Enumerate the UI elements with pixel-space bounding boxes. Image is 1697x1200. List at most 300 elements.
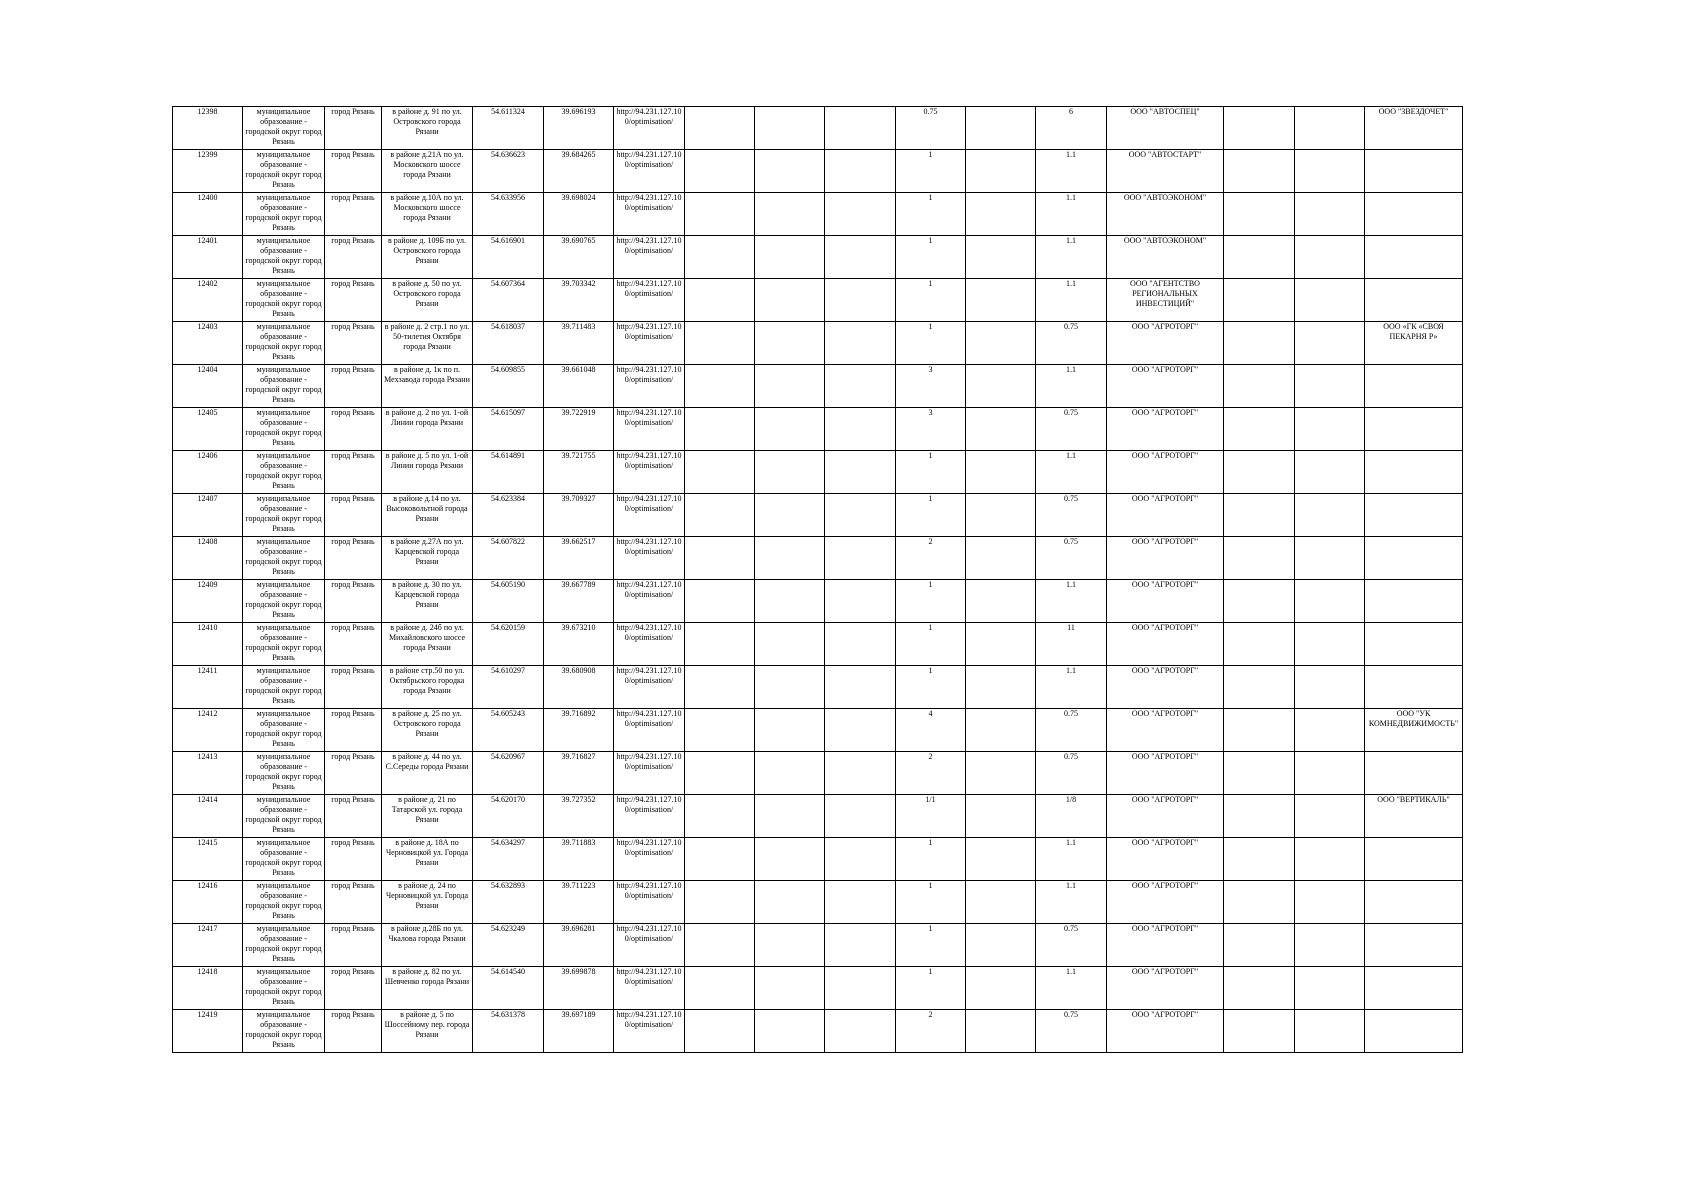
cell-city: город Рязань — [325, 150, 382, 193]
table-row — [173, 322, 1463, 365]
cell-empty — [1295, 580, 1365, 623]
cell-served-organization — [1365, 623, 1463, 666]
cell-url: http://94.231.127.10 0/optimisation/ — [614, 451, 685, 494]
table-row — [173, 666, 1463, 709]
cell-empty — [1295, 623, 1365, 666]
cell-address: в районе д. 109Б по ул. Островского города Рязани — [382, 236, 473, 279]
cell-empty — [755, 236, 825, 279]
cell-empty — [1295, 1010, 1365, 1053]
cell-empty — [685, 1010, 755, 1053]
cell-owner: ООО "АВТОЭКОНОМ" — [1107, 236, 1224, 279]
cell-container-volume: 0.75 — [1036, 494, 1107, 537]
table-row — [173, 881, 1463, 924]
table-row — [173, 623, 1463, 666]
cell-longitude: 39.696193 — [544, 107, 614, 150]
cell-empty — [685, 580, 755, 623]
cell-container-volume: 1.1 — [1036, 193, 1107, 236]
cell-container-count: 0.75 — [896, 107, 966, 150]
cell-id: 12412 — [173, 709, 243, 752]
cell-empty — [755, 623, 825, 666]
cell-address: в районе д.21А по ул. Московского шоссе города Рязани — [382, 150, 473, 193]
cell-empty — [825, 709, 896, 752]
cell-served-organization — [1365, 279, 1463, 322]
cell-municipality: муниципальное образование - городской округ город Рязань — [243, 1010, 325, 1053]
cell-empty — [1295, 881, 1365, 924]
cell-served-organization — [1365, 881, 1463, 924]
cell-empty — [966, 236, 1036, 279]
cell-container-count: 1 — [896, 881, 966, 924]
cell-latitude: 54.614891 — [473, 451, 544, 494]
table-row — [173, 408, 1463, 451]
cell-empty — [825, 881, 896, 924]
cell-served-organization — [1365, 408, 1463, 451]
cell-longitude: 39.716892 — [544, 709, 614, 752]
cell-address: в районе д. 24б по ул. Михайловского шоссе города Рязани — [382, 623, 473, 666]
cell-longitude: 39.727352 — [544, 795, 614, 838]
cell-address: в районе д. 18А по Черновицкой ул. Города Рязани — [382, 838, 473, 881]
cell-latitude: 54.623384 — [473, 494, 544, 537]
cell-container-count: 3 — [896, 365, 966, 408]
cell-container-volume: 11 — [1036, 623, 1107, 666]
cell-id: 12402 — [173, 279, 243, 322]
cell-city: город Рязань — [325, 537, 382, 580]
cell-empty — [685, 537, 755, 580]
cell-empty — [825, 451, 896, 494]
cell-container-volume: 1/8 — [1036, 795, 1107, 838]
cell-container-volume: 0.75 — [1036, 709, 1107, 752]
cell-empty — [966, 838, 1036, 881]
cell-longitude: 39.703342 — [544, 279, 614, 322]
cell-municipality: муниципальное образование - городской округ город Рязань — [243, 666, 325, 709]
cell-owner: ООО "АГРОТОРГ" — [1107, 967, 1224, 1010]
cell-served-organization: ООО "ВЕРТИКАЛЬ" — [1365, 795, 1463, 838]
cell-container-volume: 1.1 — [1036, 236, 1107, 279]
cell-empty — [1224, 838, 1295, 881]
table-row — [173, 150, 1463, 193]
cell-owner: ООО "АГРОТОРГ" — [1107, 494, 1224, 537]
cell-served-organization: ООО "ЗВЕЗДОЧЕТ" — [1365, 107, 1463, 150]
table-body — [173, 107, 1463, 1053]
cell-city: город Рязань — [325, 795, 382, 838]
cell-empty — [1224, 537, 1295, 580]
cell-id: 12407 — [173, 494, 243, 537]
cell-address: в районе д.27А по ул. Карцевской города Рязани — [382, 537, 473, 580]
cell-longitude: 39.662517 — [544, 537, 614, 580]
cell-served-organization — [1365, 150, 1463, 193]
cell-empty — [966, 365, 1036, 408]
cell-empty — [825, 795, 896, 838]
cell-url: http://94.231.127.10 0/optimisation/ — [614, 666, 685, 709]
cell-latitude: 54.616901 — [473, 236, 544, 279]
cell-empty — [1295, 537, 1365, 580]
cell-container-count: 1 — [896, 623, 966, 666]
cell-owner: ООО "АГРОТОРГ" — [1107, 924, 1224, 967]
cell-longitude: 39.716827 — [544, 752, 614, 795]
cell-url: http://94.231.127.10 0/optimisation/ — [614, 193, 685, 236]
cell-container-count: 2 — [896, 537, 966, 580]
cell-owner: ООО "АГРОТОРГ" — [1107, 795, 1224, 838]
cell-longitude: 39.673210 — [544, 623, 614, 666]
cell-city: город Рязань — [325, 752, 382, 795]
cell-empty — [825, 666, 896, 709]
cell-empty — [1224, 322, 1295, 365]
cell-empty — [1295, 279, 1365, 322]
cell-id: 12405 — [173, 408, 243, 451]
cell-address: в районе д.10А по ул. Московского шоссе города Рязани — [382, 193, 473, 236]
cell-city: город Рязань — [325, 451, 382, 494]
cell-container-count: 4 — [896, 709, 966, 752]
cell-city: город Рязань — [325, 107, 382, 150]
cell-empty — [825, 408, 896, 451]
cell-address: в районе д. 2 стр.1 по ул. 50-тилетия Октября города Рязани — [382, 322, 473, 365]
cell-container-count: 1 — [896, 322, 966, 365]
cell-container-volume: 0.75 — [1036, 408, 1107, 451]
cell-url: http://94.231.127.10 0/optimisation/ — [614, 408, 685, 451]
cell-url: http://94.231.127.10 0/optimisation/ — [614, 537, 685, 580]
cell-empty — [1295, 236, 1365, 279]
cell-address: в районе д. 21 по Татарской ул. города Рязани — [382, 795, 473, 838]
cell-container-count: 1/1 — [896, 795, 966, 838]
cell-owner: ООО "АГРОТОРГ" — [1107, 1010, 1224, 1053]
cell-empty — [966, 494, 1036, 537]
cell-address: в районе д. 44 по ул. С.Середы города Рязани — [382, 752, 473, 795]
cell-address: в районе стр.50 по ул. Октябрьского городка города Рязани — [382, 666, 473, 709]
cell-container-count: 1 — [896, 494, 966, 537]
cell-empty — [1224, 666, 1295, 709]
cell-empty — [755, 451, 825, 494]
table-row — [173, 580, 1463, 623]
cell-empty — [966, 1010, 1036, 1053]
cell-empty — [825, 580, 896, 623]
cell-longitude: 39.661048 — [544, 365, 614, 408]
cell-url: http://94.231.127.10 0/optimisation/ — [614, 494, 685, 537]
cell-url: http://94.231.127.10 0/optimisation/ — [614, 322, 685, 365]
cell-municipality: муниципальное образование - городской округ город Рязань — [243, 451, 325, 494]
cell-municipality: муниципальное образование - городской округ город Рязань — [243, 580, 325, 623]
cell-empty — [1224, 408, 1295, 451]
cell-latitude: 54.620170 — [473, 795, 544, 838]
cell-container-volume: 1.1 — [1036, 580, 1107, 623]
cell-empty — [685, 838, 755, 881]
table-row — [173, 107, 1463, 150]
cell-owner: ООО "АГРОТОРГ" — [1107, 451, 1224, 494]
cell-empty — [825, 752, 896, 795]
cell-address: в районе д.28Б по ул. Чкалова города Рязани — [382, 924, 473, 967]
cell-empty — [825, 924, 896, 967]
cell-city: город Рязань — [325, 881, 382, 924]
cell-longitude: 39.667789 — [544, 580, 614, 623]
cell-empty — [825, 1010, 896, 1053]
cell-empty — [755, 752, 825, 795]
cell-served-organization — [1365, 537, 1463, 580]
cell-longitude: 39.711883 — [544, 838, 614, 881]
cell-owner: ООО "АГРОТОРГ" — [1107, 365, 1224, 408]
cell-latitude: 54.618037 — [473, 322, 544, 365]
cell-id: 12404 — [173, 365, 243, 408]
cell-empty — [825, 107, 896, 150]
cell-empty — [966, 150, 1036, 193]
cell-owner: ООО "АГРОТОРГ" — [1107, 881, 1224, 924]
cell-container-volume: 1.1 — [1036, 666, 1107, 709]
cell-container-count: 1 — [896, 924, 966, 967]
cell-city: город Рязань — [325, 709, 382, 752]
cell-served-organization — [1365, 967, 1463, 1010]
cell-empty — [966, 537, 1036, 580]
cell-empty — [1224, 1010, 1295, 1053]
cell-empty — [1295, 193, 1365, 236]
cell-city: город Рязань — [325, 924, 382, 967]
cell-served-organization — [1365, 494, 1463, 537]
cell-empty — [1224, 967, 1295, 1010]
table-row — [173, 451, 1463, 494]
cell-empty — [685, 107, 755, 150]
cell-empty — [685, 193, 755, 236]
cell-city: город Рязань — [325, 666, 382, 709]
cell-empty — [1295, 967, 1365, 1010]
cell-city: город Рязань — [325, 967, 382, 1010]
registry-table — [172, 106, 1463, 1053]
cell-empty — [1224, 580, 1295, 623]
cell-container-volume: 0.75 — [1036, 322, 1107, 365]
cell-empty — [685, 666, 755, 709]
cell-owner: ООО "АГРОТОРГ" — [1107, 838, 1224, 881]
cell-served-organization — [1365, 365, 1463, 408]
cell-latitude: 54.623249 — [473, 924, 544, 967]
cell-empty — [825, 967, 896, 1010]
cell-latitude: 54.610297 — [473, 666, 544, 709]
cell-empty — [685, 795, 755, 838]
cell-empty — [966, 709, 1036, 752]
cell-served-organization — [1365, 666, 1463, 709]
cell-latitude: 54.605243 — [473, 709, 544, 752]
cell-empty — [755, 666, 825, 709]
cell-city: город Рязань — [325, 494, 382, 537]
cell-url: http://94.231.127.10 0/optimisation/ — [614, 709, 685, 752]
cell-address: в районе д. 82 по ул. Шевченко города Рязани — [382, 967, 473, 1010]
cell-url: http://94.231.127.10 0/optimisation/ — [614, 236, 685, 279]
cell-empty — [755, 193, 825, 236]
cell-empty — [685, 709, 755, 752]
cell-id: 12418 — [173, 967, 243, 1010]
cell-latitude: 54.632893 — [473, 881, 544, 924]
cell-container-count: 1 — [896, 967, 966, 1010]
cell-empty — [825, 838, 896, 881]
cell-empty — [966, 580, 1036, 623]
cell-empty — [825, 537, 896, 580]
cell-empty — [825, 236, 896, 279]
cell-city: город Рязань — [325, 408, 382, 451]
cell-empty — [755, 322, 825, 365]
cell-container-volume: 0.75 — [1036, 537, 1107, 580]
cell-container-count: 3 — [896, 408, 966, 451]
cell-empty — [966, 881, 1036, 924]
cell-id: 12409 — [173, 580, 243, 623]
cell-municipality: муниципальное образование - городской округ город Рязань — [243, 279, 325, 322]
cell-empty — [1295, 752, 1365, 795]
cell-owner: ООО "АВТОСТАРТ" — [1107, 150, 1224, 193]
table-row — [173, 795, 1463, 838]
cell-owner: ООО "АГРОТОРГ" — [1107, 322, 1224, 365]
cell-empty — [825, 322, 896, 365]
cell-empty — [1295, 924, 1365, 967]
cell-id: 12414 — [173, 795, 243, 838]
cell-empty — [966, 752, 1036, 795]
cell-id: 12398 — [173, 107, 243, 150]
cell-empty — [1295, 107, 1365, 150]
cell-empty — [685, 924, 755, 967]
cell-longitude: 39.709327 — [544, 494, 614, 537]
cell-id: 12413 — [173, 752, 243, 795]
cell-url: http://94.231.127.10 0/optimisation/ — [614, 881, 685, 924]
cell-empty — [755, 365, 825, 408]
cell-empty — [1295, 709, 1365, 752]
table-row — [173, 1010, 1463, 1053]
cell-container-count: 1 — [896, 838, 966, 881]
cell-municipality: муниципальное образование - городской округ город Рязань — [243, 107, 325, 150]
cell-served-organization — [1365, 236, 1463, 279]
cell-url: http://94.231.127.10 0/optimisation/ — [614, 107, 685, 150]
cell-container-volume: 1.1 — [1036, 838, 1107, 881]
cell-container-volume: 1.1 — [1036, 365, 1107, 408]
table-row — [173, 537, 1463, 580]
cell-empty — [1224, 795, 1295, 838]
cell-longitude: 39.684265 — [544, 150, 614, 193]
cell-longitude: 39.697189 — [544, 1010, 614, 1053]
cell-empty — [1224, 365, 1295, 408]
cell-longitude: 39.722919 — [544, 408, 614, 451]
cell-municipality: муниципальное образование - городской округ город Рязань — [243, 408, 325, 451]
cell-latitude: 54.614540 — [473, 967, 544, 1010]
cell-municipality: муниципальное образование - городской округ город Рязань — [243, 752, 325, 795]
cell-municipality: муниципальное образование - городской округ город Рязань — [243, 494, 325, 537]
cell-address: в районе д. 50 по ул. Островского города Рязани — [382, 279, 473, 322]
cell-city: город Рязань — [325, 322, 382, 365]
cell-owner: ООО "АГРОТОРГ" — [1107, 580, 1224, 623]
cell-city: город Рязань — [325, 623, 382, 666]
cell-url: http://94.231.127.10 0/optimisation/ — [614, 279, 685, 322]
cell-empty — [1224, 236, 1295, 279]
cell-city: город Рязань — [325, 193, 382, 236]
cell-owner: ООО "АВТОЭКОНОМ" — [1107, 193, 1224, 236]
cell-empty — [1295, 666, 1365, 709]
cell-container-volume: 6 — [1036, 107, 1107, 150]
cell-owner: ООО "АГРОТОРГ" — [1107, 709, 1224, 752]
cell-id: 12403 — [173, 322, 243, 365]
cell-url: http://94.231.127.10 0/optimisation/ — [614, 623, 685, 666]
cell-longitude: 39.721755 — [544, 451, 614, 494]
cell-empty — [1295, 494, 1365, 537]
cell-empty — [966, 924, 1036, 967]
cell-municipality: муниципальное образование - городской округ город Рязань — [243, 709, 325, 752]
cell-city: город Рязань — [325, 580, 382, 623]
cell-latitude: 54.615097 — [473, 408, 544, 451]
cell-container-count: 2 — [896, 1010, 966, 1053]
cell-city: город Рязань — [325, 365, 382, 408]
cell-longitude: 39.699878 — [544, 967, 614, 1010]
cell-empty — [685, 322, 755, 365]
table-row — [173, 365, 1463, 408]
cell-empty — [1295, 365, 1365, 408]
cell-empty — [1224, 107, 1295, 150]
cell-latitude: 54.609855 — [473, 365, 544, 408]
cell-empty — [966, 279, 1036, 322]
cell-municipality: муниципальное образование - городской округ город Рязань — [243, 623, 325, 666]
cell-empty — [685, 494, 755, 537]
cell-empty — [755, 709, 825, 752]
cell-empty — [966, 666, 1036, 709]
cell-latitude: 54.620967 — [473, 752, 544, 795]
cell-latitude: 54.611324 — [473, 107, 544, 150]
cell-longitude: 39.696281 — [544, 924, 614, 967]
cell-empty — [825, 365, 896, 408]
cell-empty — [825, 494, 896, 537]
cell-empty — [1224, 924, 1295, 967]
cell-container-volume: 1.1 — [1036, 279, 1107, 322]
cell-longitude: 39.680908 — [544, 666, 614, 709]
cell-owner: ООО "АГРОТОРГ" — [1107, 666, 1224, 709]
cell-latitude: 54.634297 — [473, 838, 544, 881]
cell-municipality: муниципальное образование - городской округ город Рязань — [243, 193, 325, 236]
cell-latitude: 54.636623 — [473, 150, 544, 193]
cell-address: в районе д. 2 по ул. 1-ой Линии города Рязани — [382, 408, 473, 451]
cell-empty — [755, 408, 825, 451]
cell-empty — [1224, 279, 1295, 322]
cell-served-organization — [1365, 838, 1463, 881]
cell-container-volume: 1.1 — [1036, 967, 1107, 1010]
cell-municipality: муниципальное образование - городской округ город Рязань — [243, 795, 325, 838]
cell-container-volume: 1.1 — [1036, 451, 1107, 494]
cell-empty — [685, 623, 755, 666]
cell-url: http://94.231.127.10 0/optimisation/ — [614, 924, 685, 967]
table-row — [173, 193, 1463, 236]
cell-empty — [755, 537, 825, 580]
cell-empty — [966, 107, 1036, 150]
cell-empty — [966, 408, 1036, 451]
cell-url: http://94.231.127.10 0/optimisation/ — [614, 752, 685, 795]
cell-container-volume: 1.1 — [1036, 150, 1107, 193]
cell-address: в районе д. 1к по п. Мехзавода города Рязани — [382, 365, 473, 408]
cell-municipality: муниципальное образование - городской округ город Рязань — [243, 236, 325, 279]
cell-empty — [1224, 451, 1295, 494]
cell-municipality: муниципальное образование - городской округ город Рязань — [243, 967, 325, 1010]
table-row — [173, 752, 1463, 795]
cell-served-organization: ООО "УК КОМНЕДВИЖИМОСТЬ" — [1365, 709, 1463, 752]
table-row — [173, 494, 1463, 537]
cell-container-volume: 0.75 — [1036, 924, 1107, 967]
cell-empty — [1295, 408, 1365, 451]
cell-served-organization — [1365, 1010, 1463, 1053]
cell-empty — [825, 279, 896, 322]
cell-container-count: 1 — [896, 580, 966, 623]
cell-empty — [685, 365, 755, 408]
cell-served-organization — [1365, 451, 1463, 494]
cell-empty — [1295, 150, 1365, 193]
cell-owner: ООО "АГРОТОРГ" — [1107, 623, 1224, 666]
cell-empty — [1224, 709, 1295, 752]
cell-url: http://94.231.127.10 0/optimisation/ — [614, 1010, 685, 1053]
cell-empty — [1295, 451, 1365, 494]
cell-address: в районе д.14 по ул. Высоковольтной города Рязани — [382, 494, 473, 537]
cell-address: в районе д. 5 по Шоссейному пер. города Рязани — [382, 1010, 473, 1053]
cell-id: 12415 — [173, 838, 243, 881]
cell-empty — [755, 494, 825, 537]
cell-municipality: муниципальное образование - городской округ город Рязань — [243, 365, 325, 408]
cell-id: 12406 — [173, 451, 243, 494]
cell-empty — [966, 193, 1036, 236]
cell-owner: ООО "АВТОСПЕЦ" — [1107, 107, 1224, 150]
cell-address: в районе д. 30 по ул. Карцевской города Рязани — [382, 580, 473, 623]
cell-municipality: муниципальное образование - городской округ город Рязань — [243, 881, 325, 924]
